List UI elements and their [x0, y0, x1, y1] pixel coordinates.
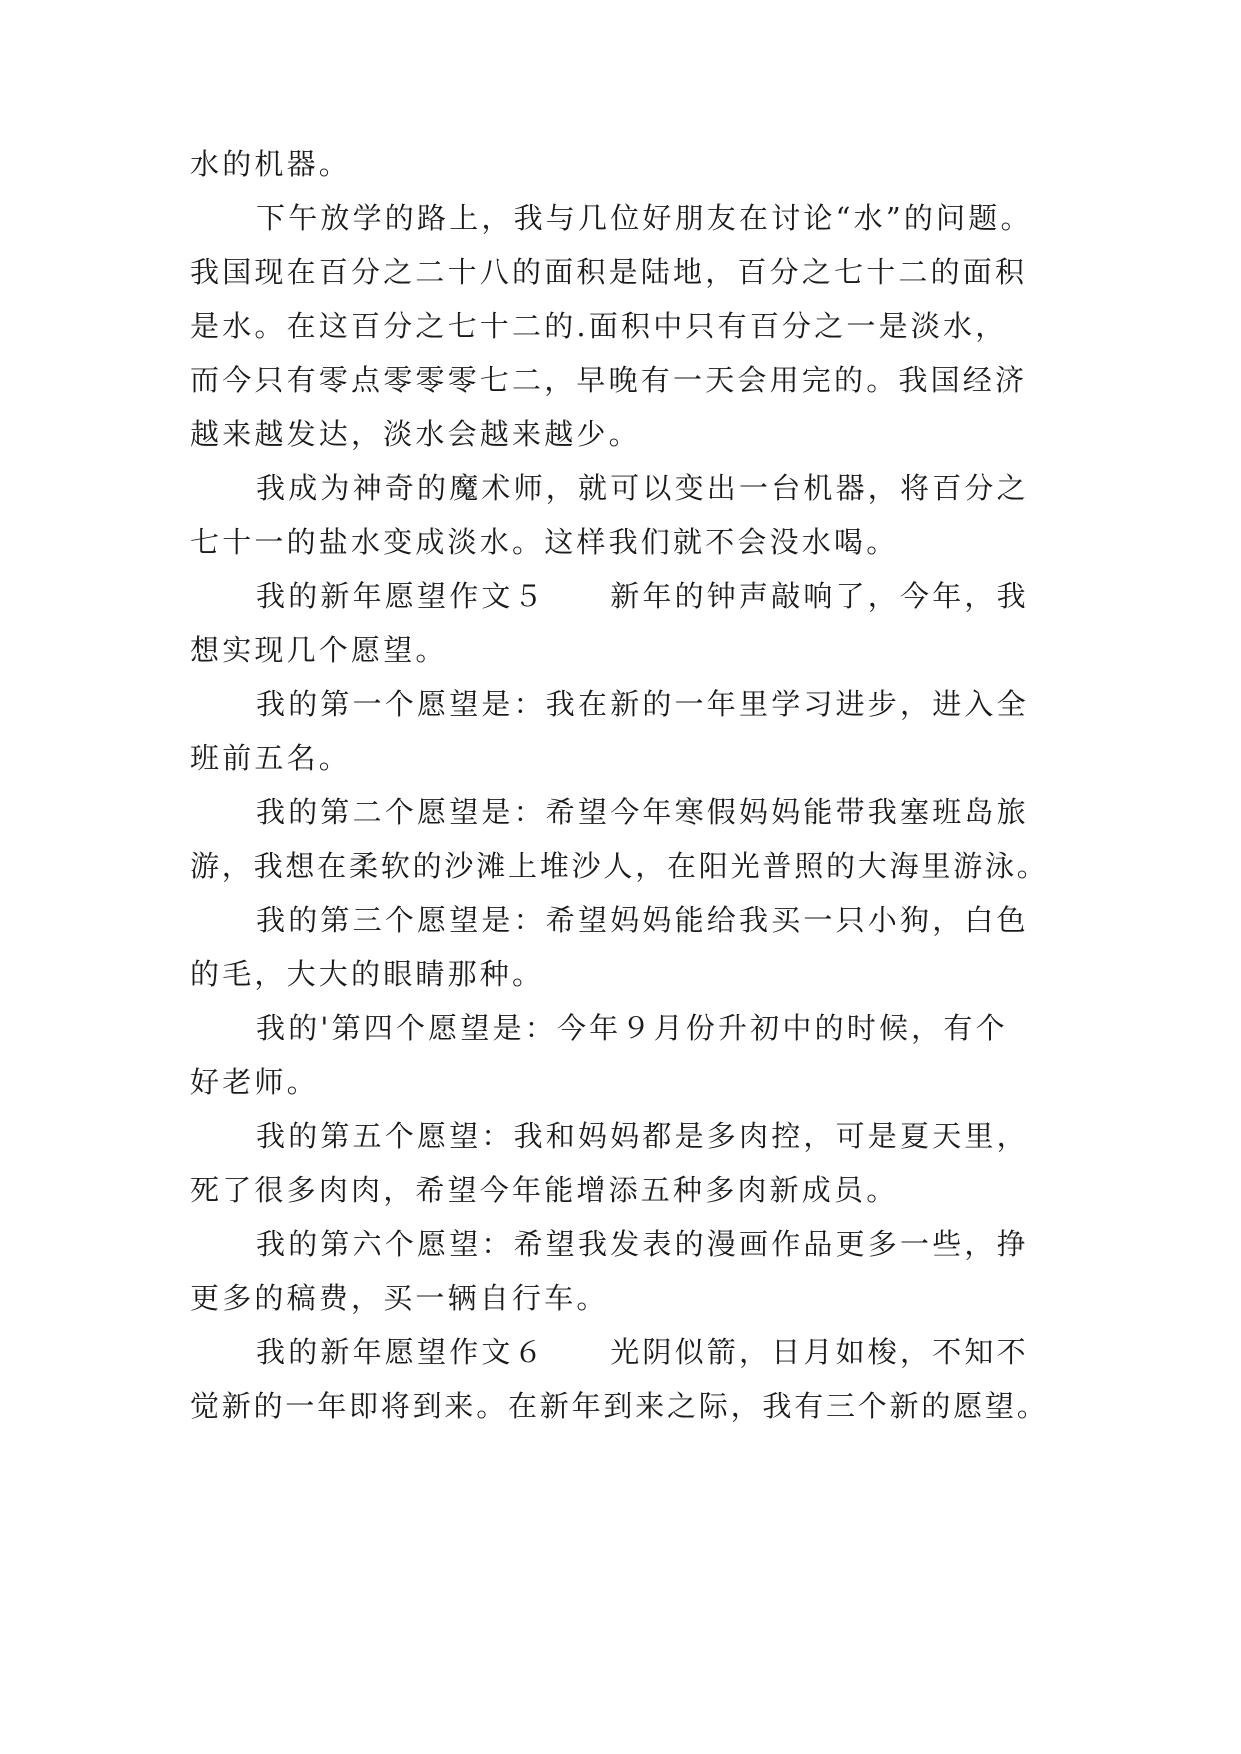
paragraph-first-line: 我的'第四个愿望是：今年９月份升初中的时候，有个: [256, 1011, 1008, 1045]
paragraph-first-line: 我的第五个愿望：我和妈妈都是多肉控，可是夏天里，: [256, 1119, 1029, 1153]
essay-heading-line: 我的新年愿望作文５ 新年的钟声敲响了，今年，我: [256, 579, 1029, 613]
text-line: 游，我想在柔软的沙滩上堆沙人，在阳光普照的大海里游泳。: [190, 849, 1049, 883]
text-line: 班前五名。: [190, 741, 352, 775]
text-line: 想实现几个愿望。: [190, 633, 448, 667]
text-line: 水的机器。: [190, 147, 352, 181]
text-line: 而今只有零点零零零七二，早晚有一天会用完的。我国经济: [190, 363, 1028, 397]
text-line: 我国现在百分之二十八的面积是陆地，百分之七十二的面积: [190, 255, 1028, 289]
text-line: 死了很多肉肉，希望今年能增添五种多肉新成员。: [190, 1173, 899, 1207]
text-line: 好老师。: [190, 1065, 319, 1099]
paragraph-first-line: 我的第一个愿望是：我在新的一年里学习进步，进入全: [256, 687, 1029, 721]
paragraph-first-line: 我的第三个愿望是：希望妈妈能给我买一只小狗，白色: [256, 903, 1029, 937]
paragraph-first-line: 下午放学的路上，我与几位好朋友在讨论“水”的问题。: [256, 201, 1033, 235]
paragraph-first-line: 我的第二个愿望是：希望今年寒假妈妈能带我塞班岛旅: [256, 795, 1029, 829]
text-line: 七十一的盐水变成淡水。这样我们就不会没水喝。: [190, 525, 899, 559]
text-line: 越来越发达，淡水会越来越少。: [190, 417, 641, 451]
paragraph-first-line: 我的第六个愿望：希望我发表的漫画作品更多一些，挣: [256, 1227, 1029, 1261]
text-line: 觉新的一年即将到来。在新年到来之际，我有三个新的愿望。: [190, 1389, 1049, 1423]
text-line: 更多的稿费，买一辆自行车。: [190, 1281, 609, 1315]
text-line: 是水。在这百分之七十二的.面积中只有百分之一是淡水，: [190, 309, 1008, 343]
text-line: 的毛，大大的眼睛那种。: [190, 957, 545, 991]
essay-heading-line: 我的新年愿望作文６ 光阴似箭，日月如梭，不知不: [256, 1335, 1029, 1369]
paragraph-first-line: 我成为神奇的魔术师，就可以变出一台机器，将百分之: [256, 471, 1029, 505]
